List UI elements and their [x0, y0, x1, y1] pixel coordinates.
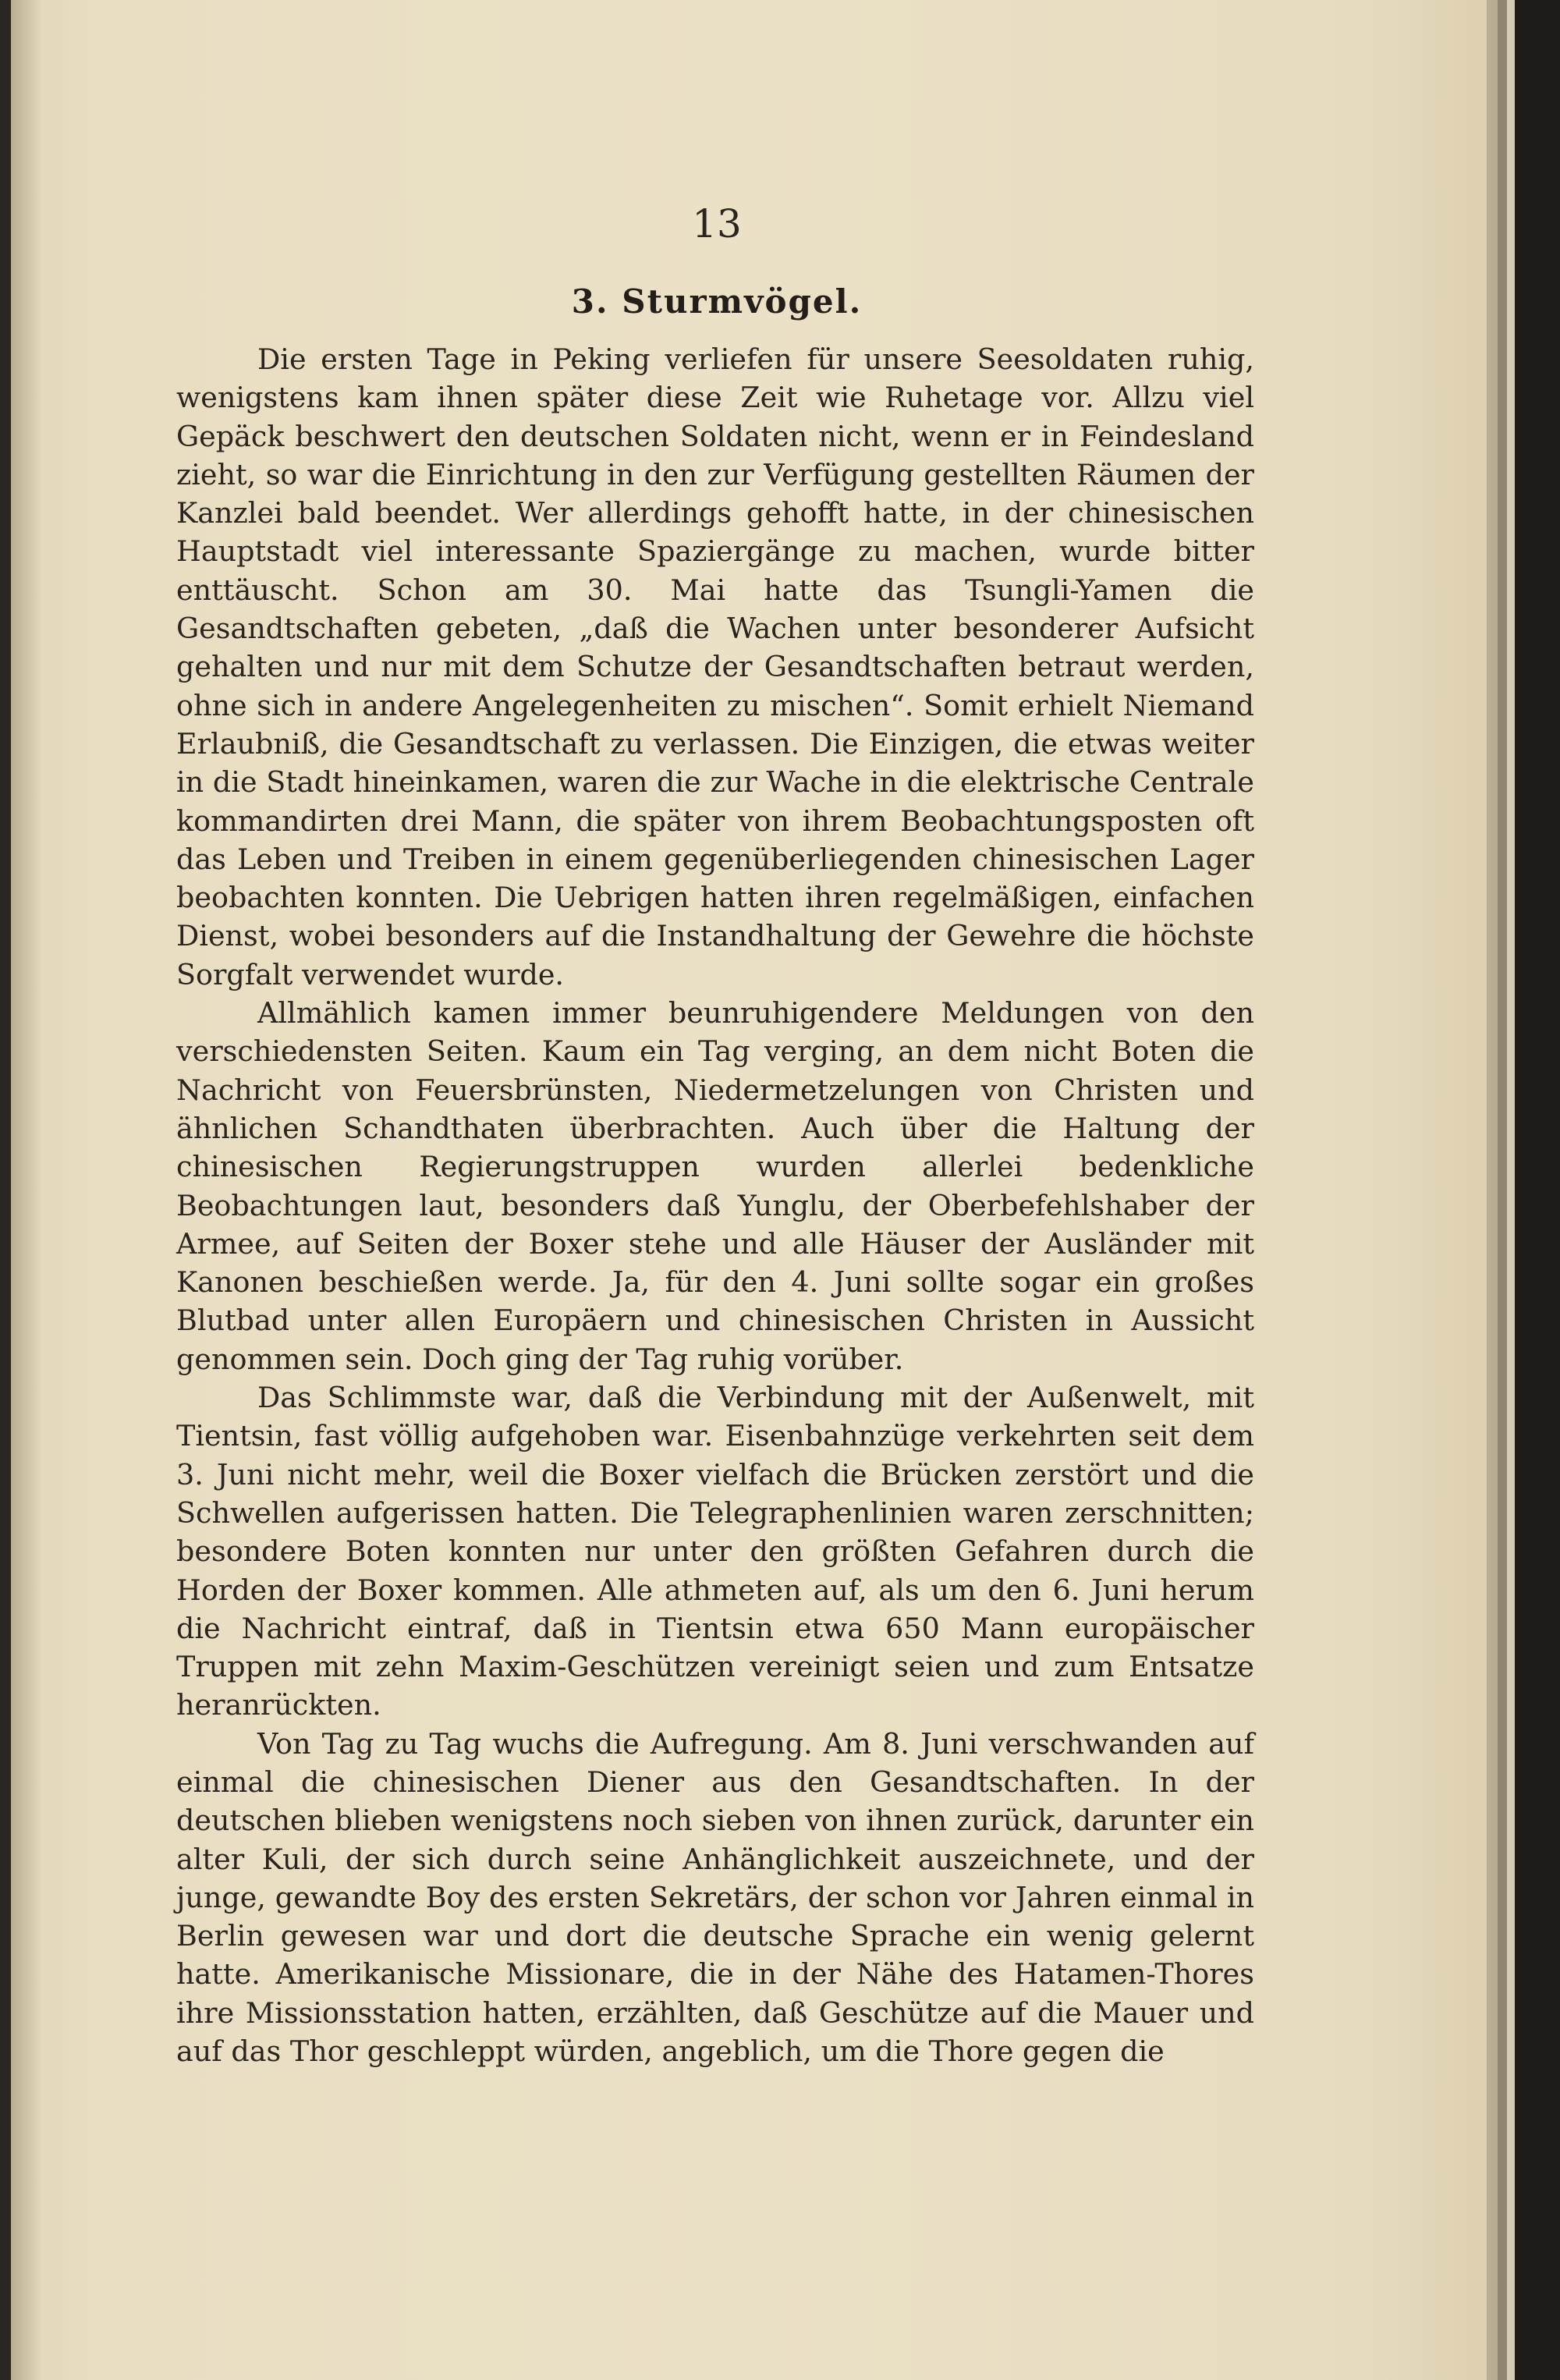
- page-stack-edge: [1487, 0, 1498, 2380]
- paragraph-4: Von Tag zu Tag wuchs die Aufregung. Am 8. Juni verschwanden auf einmal die chinesischen Diener aus den Gesandtschaften. In der deutschen blieben wenigstens noch sieben von ihnen zurück, darunter ein alter Kuli, der sich durch seine Anhänglichkeit auszeichnete, und der junge, gewandte Boy des ersten Sekretärs, der schon vor Jahren einmal in Berlin gewesen war und dort die deutsche Sprache ein wenig gelernt hatte. Amerikanische Missionare, die in der Nähe des Hatamen-Thores ihre Missionsstation hatten, erzählten, daß Geschütze auf die Mauer und auf das Thor geschleppt würden, angeblich, um die Thore gegen die: [176, 1726, 1254, 2069]
- gutter-shadow: [11, 0, 42, 2380]
- page-stack-edge: [1507, 0, 1515, 2380]
- paragraph-2: Allmählich kamen immer beunruhigendere Meldungen von den verschiedensten Seiten. Kaum ein Tag verging, an dem nicht Boten die Nachricht von Feuersbrünsten, Niedermetzelungen von Christen und ähnlichen Schandthaten überbrachten. Auch über die Haltung der chinesischen Regierungstruppen wurden allerlei bedenkliche Beobachtungen laut, besonders daß Yunglu, der Oberbefehlshaber der Armee, auf Seiten der Boxer stehe und alle Häuser der Ausländer mit Kanonen beschießen werde. Ja, für den 4. Juni sollte sogar ein großes Blutbad unter allen Europäern und chinesischen Christen in Aussicht genommen sein. Doch ging der Tag ruhig vorüber.: [176, 996, 1254, 1376]
- chapter-title: 3. Sturmvögel.: [571, 282, 863, 321]
- book-cover-edge: [1515, 0, 1560, 2380]
- page-number: 13: [692, 201, 742, 247]
- paper-page: [11, 0, 1487, 2380]
- body-text: [176, 340, 1254, 2070]
- paragraph-1: Die ersten Tage in Peking verliefen für unsere Seesoldaten ruhig, wenigstens kam ihnen später diese Zeit wie Ruhetage vor. Allzu viel Gepäck beschwert den deutschen Soldaten nicht, wenn er in Feindesland zieht, so war die Einrichtung in den zur Verfügung gestellten Räumen der Kanzlei bald beendet. Wer allerdings gehofft hatte, in der chinesischen Hauptstadt viel interessante Spaziergänge zu machen, wurde bitter enttäuscht. Schon am 30. Mai hatte das Tsungli-Yamen die Gesandtschaften gebeten, „daß die Wachen unter besonderer Aufsicht gehalten und nur mit dem Schutze der Gesandtschaften betraut werden, ohne sich in andere Angelegenheiten zu mischen“. Somit erhielt Niemand Erlaubniß, die Gesandtschaft zu verlassen. Die Einzigen, die etwas weiter in die Stadt hineinkamen, waren die zur Wache in die elektrische Centrale kommandirten drei Mann, die später von ihrem Beobachtungsposten oft das Leben und Treiben in einem gegenüberliegenden chinesischen Lager beobachten konnten. Die Uebrigen hatten ihren regelmäßigen, einfachen Dienst, wobei besonders auf die Instandhaltung der Gewehre die höchste Sorgfalt verwendet wurde.: [176, 342, 1254, 991]
- paragraph-3: Das Schlimmste war, daß die Verbindung mit der Außenwelt, mit Tientsin, fast völlig aufgehoben war. Eisenbahnzüge verkehrten seit dem 3. Juni nicht mehr, weil die Boxer vielfach die Brücken zerstört und die Schwellen aufgerissen hatten. Die Telegraphenlinien waren zerschnitten; besondere Boten konnten nur unter den größten Gefahren durch die Horden der Boxer kommen. Alle athmeten auf, als um den 6. Juni herum die Nachricht eintraf, daß in Tientsin etwa 650 Mann europäischer Truppen mit zehn Maxim-Geschützen vereinigt seien und zum Entsatze heranrückten.: [176, 1381, 1254, 1722]
- page-stack-edge: [1498, 0, 1507, 2380]
